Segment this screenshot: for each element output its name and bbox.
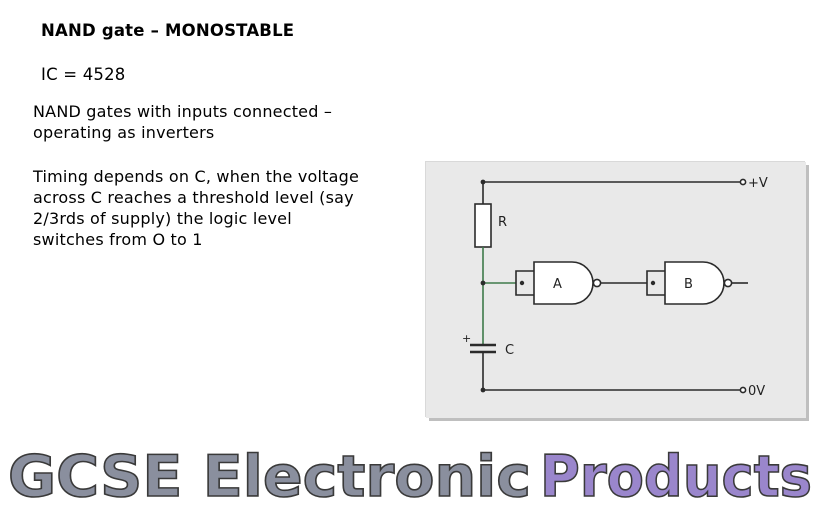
banner-text-part1: GCSE Electronic: [8, 444, 531, 510]
ground-label: 0V: [748, 384, 766, 399]
supply-terminal: [740, 179, 745, 184]
description-line: Timing depends on C, when the voltage: [33, 167, 360, 186]
banner-svg: [0, 436, 822, 510]
description-timing: [33, 166, 373, 250]
circuit-diagram: [426, 162, 806, 418]
nand-gate-a: [534, 262, 593, 304]
capacitor-polarity-label: +: [462, 332, 472, 345]
ground-terminal: [740, 387, 745, 392]
description-line: across C reaches a threshold level (say: [33, 188, 354, 207]
resistor-r: [475, 204, 491, 247]
node-dot: [481, 180, 486, 185]
node-dot: [481, 281, 486, 286]
description-line: NAND gates with inputs connected –: [33, 102, 333, 121]
gate-a-bubble: [593, 279, 600, 286]
description-line: switches from O to 1: [33, 230, 203, 249]
supply-label: +V: [748, 176, 768, 191]
description-line: operating as inverters: [33, 123, 215, 142]
node-dot: [481, 388, 486, 393]
node-dot: [651, 281, 655, 285]
gate-a-label: A: [553, 277, 562, 292]
page-title: NAND gate – MONOSTABLE: [41, 21, 295, 40]
resistor-label: R: [498, 215, 508, 230]
circuit-svg: [426, 162, 806, 418]
description-line: 2/3rds of supply) the logic level: [33, 209, 292, 228]
nand-gate-b: [665, 262, 724, 304]
banner-text-part2: Products: [540, 444, 812, 510]
capacitor-label: C: [505, 343, 515, 358]
gcse-electronic-products-banner: [0, 436, 822, 510]
node-dot: [520, 281, 524, 285]
gate-b-bubble: [724, 279, 731, 286]
ic-label: IC = 4528: [41, 65, 126, 84]
gate-b-label: B: [684, 277, 693, 292]
description-inverters: [33, 101, 363, 143]
